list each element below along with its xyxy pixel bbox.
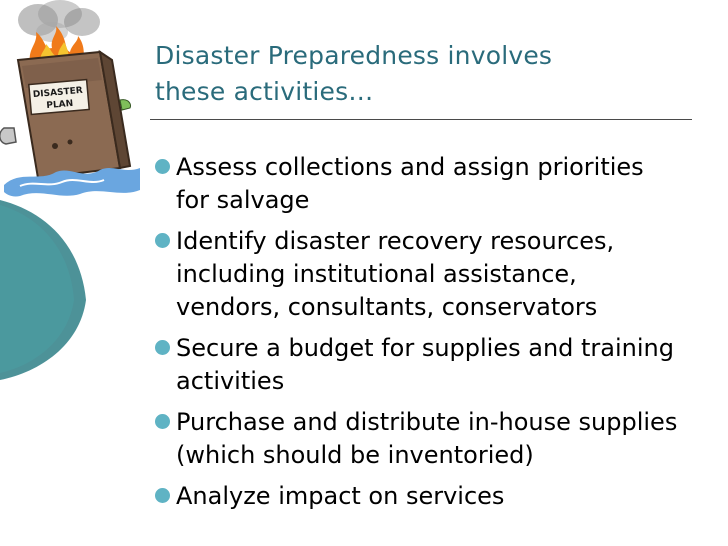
bullet-line: Analyze impact on services (176, 482, 505, 510)
bullet-item (155, 225, 725, 324)
bullet-item (155, 151, 725, 217)
bullet-line: Assess collections and assign priorities (176, 153, 644, 181)
title-line-1: Disaster Preparedness involves (155, 41, 553, 70)
bullet-line: vendors, consultants, conservators (176, 293, 598, 321)
title-line-2: these activities… (155, 77, 374, 106)
bullet-list (155, 151, 725, 521)
bullet-line: including institutional assistance, (176, 260, 577, 288)
bullet-icon (155, 159, 170, 174)
bullet-icon (155, 488, 170, 503)
bullet-line: for salvage (176, 186, 310, 214)
bullet-line: activities (176, 367, 285, 395)
binder-label-line2: PLAN (46, 98, 74, 112)
bullet-icon (155, 233, 170, 248)
binder-icon (0, 52, 131, 178)
bullet-item (155, 332, 725, 398)
page-title (155, 38, 715, 110)
bullet-line: Secure a budget for supplies and training (176, 334, 674, 362)
bullet-item (155, 406, 725, 472)
disaster-plan-binder-icon (0, 0, 150, 205)
binder-label-line1: DISASTER (32, 85, 84, 101)
bullet-item (155, 480, 725, 513)
bullet-line: Purchase and distribute in-house supplies (176, 408, 678, 436)
bullet-line: Identify disaster recovery resources, (176, 227, 615, 255)
water-icon (4, 168, 140, 197)
bullet-icon (155, 340, 170, 355)
title-divider (150, 119, 692, 120)
bullet-line: (which should be inventoried) (176, 441, 534, 469)
bullet-icon (155, 414, 170, 429)
